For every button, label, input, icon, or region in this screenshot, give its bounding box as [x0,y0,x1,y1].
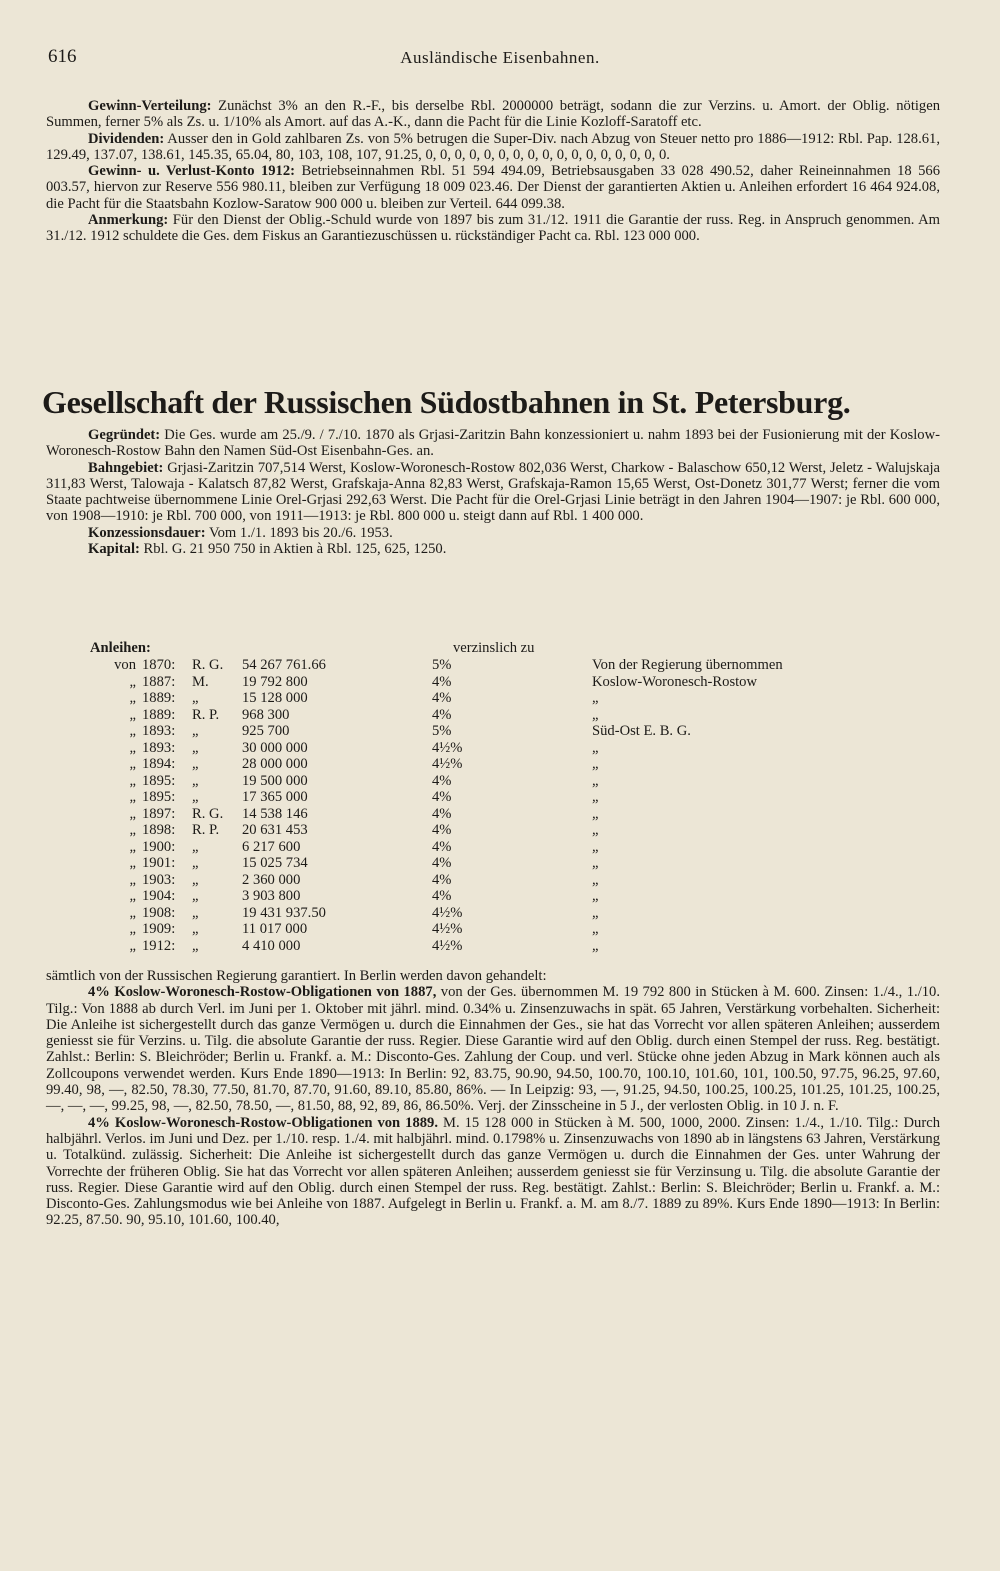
loan-rate-cell: 4% [432,855,452,871]
paragraph-text: Ausser den in Gold zahlbaren Zs. von 5% betrugen die Super-Div. nach Abzug von Steuer netto pro 1886—1912: Rbl. Pap. 128.61, 129.49, 137.07, 138.61, 145.35, 65.04, 80, 103, 108, 107, 91.25, 0, 0, 0, 0, 0, 0, 0, 0, 0, 0, 0, 0, 0, 0, 0, 0, 0. [46,130,940,163]
loan-cur-cell: „ [192,723,199,739]
running-title: Ausländische Eisenbahnen. [400,48,600,67]
loan-note-cell: „ [592,937,599,954]
loan-note-cell: „ [592,838,599,855]
paragraph-lead: Dividenden: [88,130,165,147]
loan-year-cell: 1895: [142,789,176,805]
loan-von-cell: „ [129,855,136,871]
paragraph-text: Rbl. G. 21 950 750 in Aktien à Rbl. 125, 625, 1250. [139,541,447,558]
loan-amount-cell: 14 538 146 [242,805,308,822]
paragraph-lead: Kapital: [88,541,140,558]
loan-year-cell: 1889: [142,690,176,706]
loan-rate-cell: 4% [432,805,452,822]
gewinn-verlust-paragraph [46,163,940,212]
loan-cur-cell: M. [192,673,209,690]
loan-von-cell: „ [129,739,136,756]
loan-rate-cell: 4½% [432,937,463,954]
loan-amount-cell: 925 700 [242,723,290,739]
loan-von-cell: „ [129,937,136,954]
loan-von-cell: „ [129,921,136,937]
gewinn-verteilung-paragraph [46,98,940,131]
loan-note-cell: „ [592,871,599,888]
loan-cur-cell: „ [192,772,199,789]
loan-cur-cell: „ [192,921,199,937]
loan-row [46,905,946,922]
loan-cur-cell: „ [192,838,199,855]
konzessionsdauer-paragraph [46,525,940,541]
loan-rate-cell: 4% [432,822,452,838]
paragraph-text: Zunächst 3% an den R.-F., bis derselbe Rbl. 2000000 beträgt, sodann die zur Verzins. u. Amort. der Oblig. nötigen Summen, ferner 5% als Zs. u. 1/10% als Amort. auf das A.-K., dann die Pacht für die Linie Kozloff-Saratoff etc. [46,98,940,131]
section-title: Gesellschaft der Russischen Südostbahnen in St. Petersburg. [42,384,851,420]
loans-table [46,657,946,954]
loan-cur-cell: „ [192,888,199,904]
loan-row [46,657,946,674]
loan-cur-cell: „ [192,871,199,888]
loan-von-cell: „ [129,888,136,904]
loan-row [46,855,946,872]
loan-rate-cell: 4% [432,673,452,690]
loan-rate-cell: 4% [432,789,452,805]
loan-year-cell: 1909: [142,921,176,937]
loan-year-cell: 1901: [142,855,176,871]
loan-cur-cell: „ [192,690,199,706]
loan-note-cell: Koslow-Woronesch-Rostow [592,673,758,690]
paragraph-text: Vom 1./1. 1893 bis 20./6. 1953. [205,524,393,541]
loan-rate-cell: 4½% [432,756,463,772]
paragraph-text: sämtlich von der Russischen Regierung garantiert. In Berlin werden davon gehandelt: [46,968,547,984]
page-number: 616 [48,46,77,67]
gegruendet-paragraph [46,427,940,460]
loan-year-cell: 1870: [142,657,176,673]
loans-header [90,640,940,657]
loan-amount-cell: 2 360 000 [242,871,301,888]
loan-note-cell: Süd-Ost E. B. G. [592,723,691,739]
loan-rate-cell: 4½% [432,739,463,756]
paragraph-text: Grjasi-Zaritzin 707,514 Werst, Koslow-Woronesch-Rostow 802,036 Werst, Charkow - Balaschow 650,12 Werst, Jeletz - Walujskaja 311,83 Werst, Talowaja - Kalatsch 87,82 Werst, Grafskaja-Anna 82,83 Werst, Grafskaja-Ramon 15,65 Werst, Ost-Donetz 301,77 Werst; ferner die vom Staate pachtweise übernommene Linie Orel-Grjasi 292,63 Werst. Die Pacht für die Orel-Grjasi Linie beträgt in den Jahren 1904—1907: je Rbl. 600 000, von 1908—1910: je Rbl. 700 000, von 1911—1913: je Rbl. 800 000 u. steigt dann auf Rbl. 1 400 000. [46,459,940,525]
bonds-1889-paragraph [46,1115,940,1229]
loan-year-cell: 1908: [142,904,176,921]
paragraph-text: Die Ges. wurde am 25./9. / 7./10. 1870 als Grjasi-Zaritzin Bahn konzessioniert u. nahm 1893 bei der Fusionierung mit der Koslow-Woronesch-Rostow Bahn den Namen Süd-Ost Eisenbahn-Ges. an. [46,427,940,460]
loan-note-cell: „ [592,855,599,871]
loan-von-cell: „ [129,690,136,706]
loan-amount-cell: 3 903 800 [242,888,301,904]
loan-amount-cell: 4 410 000 [242,937,301,954]
loan-von-cell: „ [129,706,136,723]
page-header [48,46,952,72]
paragraph-lead: 4% Koslow-Woronesch-Rostow-Obligationen von 1887, [88,984,437,1001]
loan-amount-cell: 17 365 000 [242,789,308,805]
paragraph-lead: Bahngebiet: [88,459,164,476]
loan-year-cell: 1893: [142,723,176,739]
loan-amount-cell: 30 000 000 [242,739,308,756]
loan-note-cell: „ [592,739,599,756]
loan-row [46,756,946,773]
paragraph-text: Betriebseinnahmen Rbl. 51 594 494.09, Betriebsausgaben 33 028 490.52, daher Reineinnahmen 18 566 003.57, hiervon zur Reserve 556 980.11, bleiben zur Verfügung 18 009 023.46. Der Dienst der garantierten Aktien u. Anleihen erfordert 16 464 924.08, die Pacht für die Staatsbahn Kozlow-Saratow 900 000 u. bleiben zur Verteil. 644 099.38. [46,163,940,212]
loan-von-cell: „ [129,904,136,921]
loan-rate-cell: 5% [432,657,452,673]
loans-table-body [46,657,946,954]
loan-cur-cell: „ [192,855,199,871]
loan-von-cell: „ [129,822,136,838]
loan-von-cell: „ [129,673,136,690]
paragraph-lead: Anmerkung: [88,212,169,229]
loan-year-cell: 1893: [142,739,176,756]
loan-cur-cell: „ [192,904,199,921]
loan-von-cell: „ [129,805,136,822]
loan-year-cell: 1898: [142,822,176,838]
loan-von-cell: „ [129,871,136,888]
loan-cur-cell: R. P. [192,822,220,838]
loan-row [46,773,946,790]
loan-row [46,888,946,905]
loan-year-cell: 1904: [142,888,176,904]
loan-rate-cell: 4% [432,772,452,789]
loan-von-cell: „ [129,789,136,805]
loan-row [46,740,946,757]
loan-von-cell: „ [129,756,136,772]
loan-von-cell: „ [129,838,136,855]
loan-rate-cell: 4½% [432,921,463,937]
loan-note-cell: „ [592,772,599,789]
loan-year-cell: 1887: [142,673,176,690]
loan-year-cell: 1900: [142,838,176,855]
paragraph-lead: 4% Koslow-Woronesch-Rostow-Obligationen von 1889. [88,1114,438,1131]
loan-row [46,872,946,889]
loan-note-cell: „ [592,822,599,838]
loan-note-cell: „ [592,805,599,822]
loan-row [46,938,946,955]
loan-cur-cell: „ [192,739,199,756]
loan-cur-cell: R. G. [192,657,224,673]
guarantee-sentence [46,968,940,984]
paragraph-lead: Gegründet: [88,427,161,443]
loan-year-cell: 1894: [142,756,176,772]
kapital-paragraph [46,541,940,557]
loan-note-cell: Von der Regierung übernommen [592,657,783,673]
loan-note-cell: „ [592,789,599,805]
loan-rate-cell: 4% [432,838,452,855]
loan-note-cell: „ [592,888,599,904]
loan-von-cell: „ [129,772,136,789]
bahngebiet-paragraph [46,460,940,525]
loan-year-cell: 1903: [142,871,176,888]
loan-amount-cell: 54 267 761.66 [242,657,326,673]
loan-note-cell: „ [592,690,599,706]
bonds-section [46,968,940,1229]
loan-amount-cell: 15 128 000 [242,690,308,706]
loan-amount-cell: 19 431 937.50 [242,904,326,921]
loan-row [46,674,946,691]
rate-column-header: verzinslich zu [453,640,535,656]
loan-cur-cell: „ [192,937,199,954]
loan-amount-cell: 11 017 000 [242,921,308,937]
loan-amount-cell: 968 300 [242,706,290,723]
loan-row [46,789,946,806]
loan-cur-cell: R. G. [192,805,224,822]
top-section [46,98,940,245]
loan-year-cell: 1912: [142,937,176,954]
loan-note-cell: „ [592,756,599,772]
loan-row [46,839,946,856]
paragraph-text: von der Ges. übernommen M. 19 792 800 in Stücken à M. 600. Zinsen: 1./4., 1./10. Tilg.: Von 1888 ab durch Verl. im Juni per 1. Oktober mit jährl. mind. 0.34% u. Zinsenzuwachs in spät. 65 Jahren, Verstärkung vorbehalten. Sicherheit: Die Anleihe ist sichergestellt durch das ganze Vermögen u. durch die Einnahmen der Ges., sie hat das Vorrecht vor allen späteren Anleihen; ausserdem geniesst sie für Verzins. u. Tilg. die absolute Garantie der russ. Regier. Diese Garantie wird auf den Oblig. durch einen Stempel der russ. Reg. bestätigt. Zahlst.: Berlin: S. Bleichröder; Berlin u. Frankf. a. M.: Disconto-Ges. Zahlung der Coup. und verl. Stücke ohne jeden Abzug in Mark können auch als Zollcoupons verwendet werden. Kurs Ende 1890—1913: In Berlin: 92, 83.75, 90.90, 94.50, 100.70, 100.10, 101.60, 101, 100.50, 97.75, 96.25, 97.60, 99.40, 98, —, 82.50, 78.30, 77.50, 81.70, 87.70, 91.60, 89.10, 85.80, 86%. — In Leipzig: 93, —, 91.25, 94.50, 100.25, 100.25, 101.25, 101.25, 100.25, —, —, —, 99.25, 98, —, 82.50, 78.50, —, 81.50, 88, 92, 89, 86, 86.50%. Verj. der Zinsscheine in 5 J., der verlosten Oblig. in 10 J. n. F. [46,984,940,1115]
company-info [46,427,940,557]
paragraph-lead: Konzessionsdauer: [88,524,206,541]
loan-cur-cell: „ [192,756,199,772]
paragraph-text: Für den Dienst der Oblig.-Schuld wurde von 1897 bis zum 31./12. 1911 die Garantie der russ. Reg. in Anspruch genommen. Am 31./12. 1912 schuldete die Ges. dem Fiskus an Garantiezuschüssen u. rückständiger Pacht ca. Rbl. 123 000 000. [46,212,940,245]
loan-row [46,806,946,823]
anmerkung-paragraph [46,212,940,245]
loan-amount-cell: 6 217 600 [242,838,301,855]
loans-label: Anleihen: [90,640,151,656]
loan-von-cell: „ [129,723,136,739]
loan-von-cell: von [114,657,136,673]
loan-row [46,921,946,938]
loan-amount-cell: 20 631 453 [242,822,308,838]
loan-rate-cell: 4% [432,888,452,904]
paragraph-lead: Gewinn-Verteilung: [88,98,212,114]
loan-year-cell: 1889: [142,706,176,723]
loan-amount-cell: 19 500 000 [242,772,308,789]
loan-note-cell: „ [592,706,599,723]
loan-cur-cell: „ [192,789,199,805]
loan-rate-cell: 4% [432,871,452,888]
loan-amount-cell: 15 025 734 [242,855,308,871]
loan-note-cell: „ [592,904,599,921]
loan-row [46,707,946,724]
loan-rate-cell: 4½% [432,904,463,921]
dividenden-paragraph [46,131,940,164]
loan-row [46,690,946,707]
loan-rate-cell: 5% [432,723,452,739]
loan-amount-cell: 28 000 000 [242,756,308,772]
loan-cur-cell: R. P. [192,706,220,723]
paragraph-text: M. 15 128 000 in Stücken à M. 500, 1000, 2000. Zinsen: 1./4., 1./10. Tilg.: Durch halbjährl. Verlos. im Juni und Dez. per 1./10. resp. 1./4. mit halbjährl. mind. 0.1798% u. Zinsenzuwachs von 1890 ab in längstens 63 Jahren, Verstärkung u. Totalkünd. zulässig. Sicherheit: Die Anleihe ist sichergestellt durch das ganze Vermögen u. durch die Einnahmen der Ges. unter Wahrung der Vorrechte der früheren Oblig. Sie hat das Vorrecht vor allen späteren Anleihen; ausserdem geniesst sie für Verzinsung u. Tilg. die absolute Garantie der russ. Regier. Diese Garantie wird auf den Oblig. durch einen Stempel der russ. Reg. bestätigt. Zahlst.: Berlin: S. Bleichröder; Berlin u. Frankf. a. M.: Disconto-Ges. Zahlungsmodus wie bei Anleihe von 1887. Aufgelegt in Berlin u. Frankf. a. M. am 8./7. 1889 zu 89%. Kurs Ende 1890—1913: In Berlin: 92.25, 87.50. 90, 95.10, 101.60, 100.40, [46,1114,940,1229]
loan-year-cell: 1895: [142,772,176,789]
loan-note-cell: „ [592,921,599,937]
paragraph-lead: Gewinn- u. Verlust-Konto 1912: [88,163,296,180]
loan-rate-cell: 4% [432,690,452,706]
loan-row [46,822,946,839]
bonds-1887-paragraph [46,984,940,1114]
loan-amount-cell: 19 792 800 [242,673,308,690]
loan-year-cell: 1897: [142,805,176,822]
loan-rate-cell: 4% [432,706,452,723]
loan-row [46,723,946,740]
